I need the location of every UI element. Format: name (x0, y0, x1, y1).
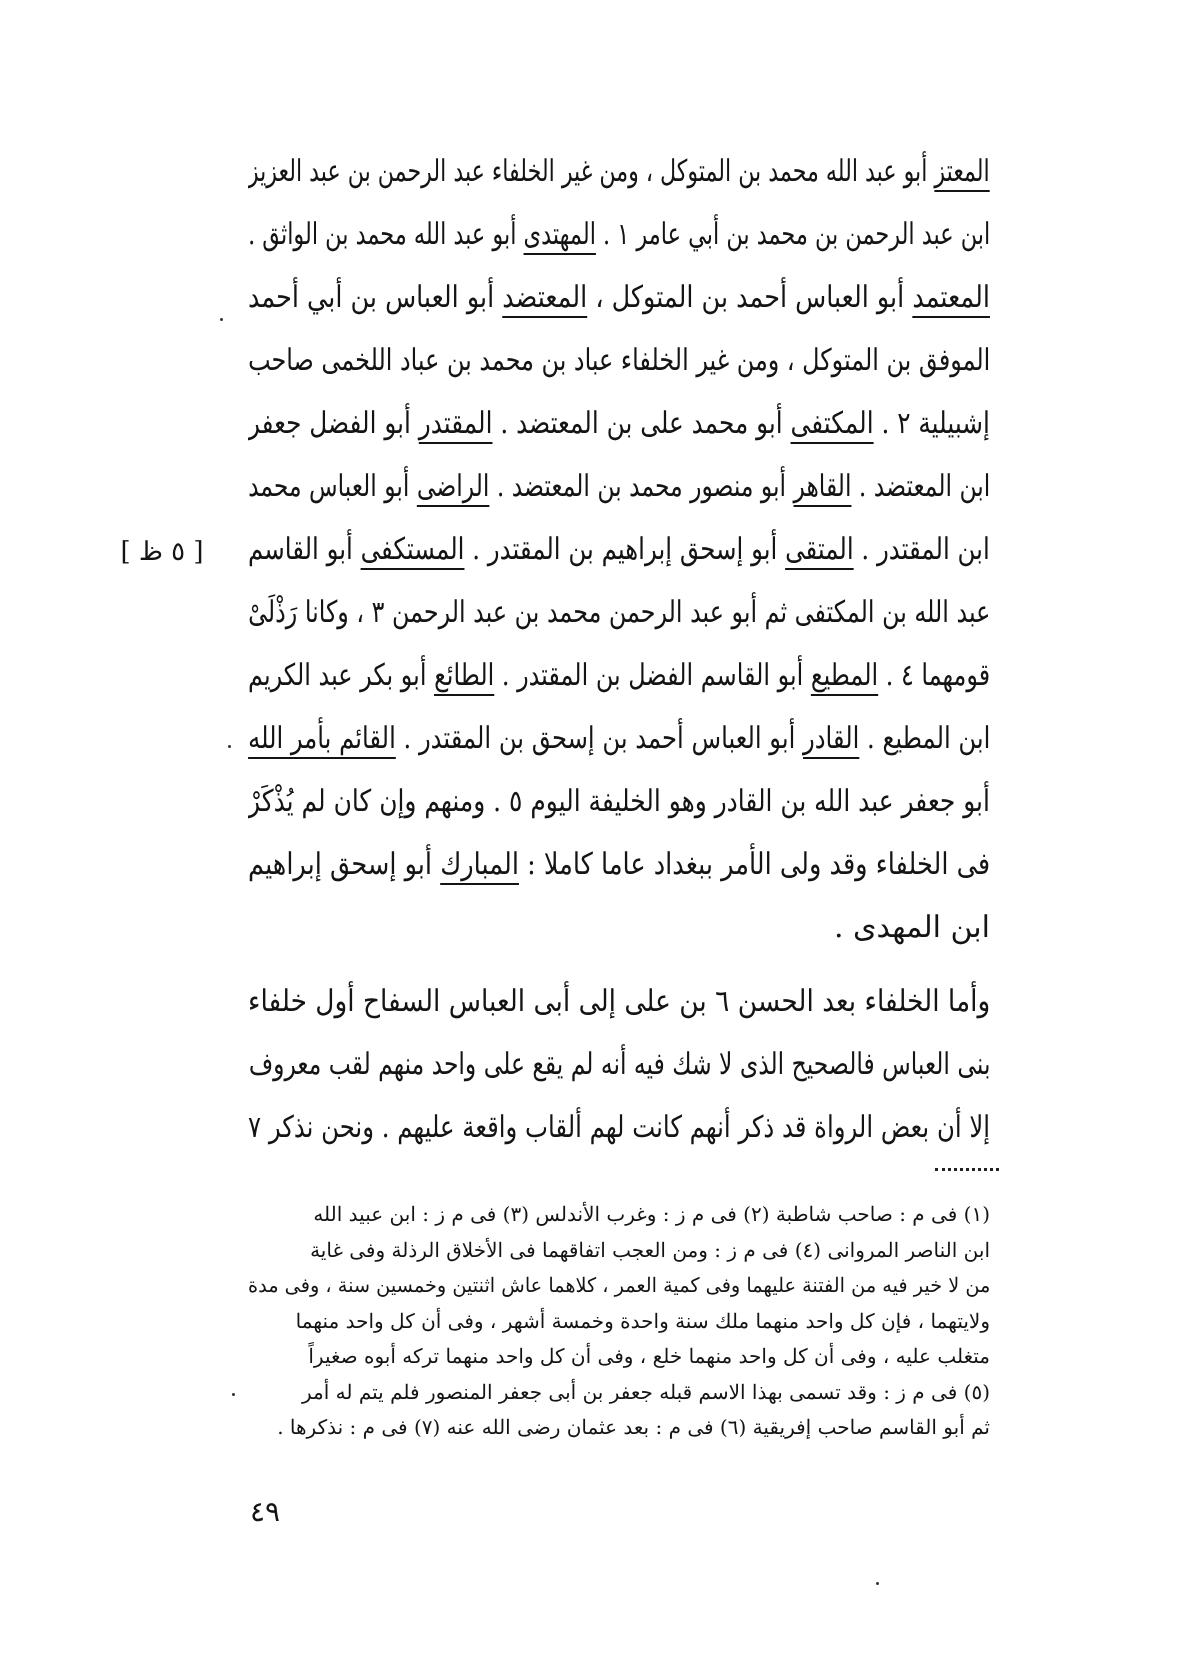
caliph-name: الطائع (433, 658, 495, 693)
text-run: أبو عبد الله محمد بن الواثق . (248, 217, 524, 252)
text-line (248, 455, 990, 518)
caliph-name: القاهر (793, 469, 852, 504)
text-run: إلا أن بعض الرواة قد ذكر أنهم كانت لهم ألقاب واقعة عليهم . ونحن نذكر ٧ (248, 1110, 990, 1145)
scan-speck (876, 1582, 879, 1585)
footnote-line: ثم أبو القاسم صاحب إفريقية (٦) فى م : بعد عثمان رضى الله عنه (٧) فى م : نذكرها . (277, 1415, 990, 1439)
text-run: أبو منصور محمد بن المعتضد . (489, 469, 794, 504)
page-number: ٤٩ (250, 1495, 281, 1528)
text-line (248, 518, 990, 581)
text-line (248, 203, 990, 266)
text-run: أبو بكر عبد الكريم (248, 658, 434, 693)
text-line (248, 140, 990, 203)
text-line (248, 707, 990, 770)
text-run: أبو العباس بن أبي أحمد (248, 280, 503, 315)
caliph-name: المتقى (785, 532, 854, 567)
text-run: الموفق بن المتوكل ، ومن غير الخلفاء عباد بن محمد بن عباد اللخمى صاحب (248, 343, 990, 378)
caliph-name: المكتفى (790, 406, 874, 441)
text-line (248, 644, 990, 707)
second-paragraph (248, 970, 990, 1159)
footnote-line: متغلب عليه ، وفى أن كل واحد منهما خلع ، وفى أن كل واحد منهما تركه أبوه صغيراً (308, 1344, 990, 1368)
text-run: أبو العباس أحمد بن المتوكل ، (587, 280, 913, 315)
text-run: عبد الله بن المكتفى ثم أبو عبد الرحمن محمد بن عبد الرحمن ٣ ، وكانا رَذْلَىْ (248, 595, 990, 630)
footnote-line: ابن الناصر المروانى (٤) فى م ز : ومن العجب اتفاقهما فى الأخلاق الرذلة وفى غاية (310, 1237, 990, 1262)
text-run: أبو القاسم الفضل بن المقتدر . (494, 658, 811, 693)
text-run: أبو إسحق إبراهيم بن المقتدر . (464, 532, 786, 567)
text-run: أبو الفضل جعفر (248, 406, 419, 441)
text-run: أبو محمد على بن المعتضد . (492, 406, 791, 441)
text-run: إشبيلية ٢ . (873, 406, 990, 441)
text-line (248, 392, 990, 455)
text-run: قومهما ٤ . (878, 658, 990, 693)
text-line (248, 581, 990, 644)
scan-speck (232, 1393, 235, 1396)
text-run: أبو العباس محمد (248, 469, 417, 504)
caliph-name: المعتز (934, 154, 990, 189)
scan-speck (220, 318, 223, 321)
text-line (248, 833, 990, 896)
caliph-name: المستكفى (360, 532, 465, 567)
text-run: ابن عبد الرحمن بن محمد بن أبي عامر ١ . (595, 217, 990, 252)
text-run: ابن المطيع . (858, 721, 990, 756)
text-line (248, 770, 990, 833)
text-run: بنى العباس فالصحيح الذى لا شك فيه أنه لم يقع على واحد منهم لقب معروف (248, 1047, 990, 1082)
text-run: وأما الخلفاء بعد الحسن ٦ بن على إلى أبى العباس السفاح أول خلفاء (248, 984, 990, 1019)
text-run: ابن المعتضد . (851, 469, 990, 504)
text-line (248, 266, 990, 329)
main-text-block (248, 140, 990, 959)
margin-folio-note: [ ٥ ظ ] (120, 537, 204, 567)
footnotes-block (248, 1197, 990, 1446)
caliph-name: المقتدر (418, 406, 493, 441)
caliph-name: المطيع (810, 658, 879, 693)
text-line (248, 329, 990, 392)
caliph-name: المهتدى (523, 217, 596, 252)
caliph-name: القادر (802, 721, 859, 756)
text-line (248, 970, 990, 1033)
text-run: ابن المقتدر . (853, 532, 990, 567)
text-line (248, 1096, 990, 1159)
text-run: أبو عبد الله محمد بن المتوكل ، ومن غير الخلفاء عبد الرحمن بن عبد العزيز (248, 154, 935, 189)
caliph-name: المعتضد (502, 280, 588, 315)
footnote-separator (935, 1168, 999, 1171)
footnote-line: (١) فى م : صاحب شاطبة (٢) فى م ز : وغرب الأندلس (٣) فى م ز : ابن عبيد الله (313, 1202, 990, 1226)
text-line (248, 896, 990, 959)
caliph-name: القائم بأمر الله (248, 721, 396, 756)
text-run: ابن المهدى . (833, 910, 990, 945)
caliph-name: المعتمد (912, 280, 990, 315)
text-run: أبو القاسم (248, 532, 361, 567)
footnote-line: (٥) فى م ز : وقد تسمى بهذا الاسم قبله جعفر بن أبى جعفر المنصور فلم يتم له أمر (302, 1379, 990, 1404)
caliph-name: المبارك (440, 847, 519, 882)
scan-speck (228, 745, 231, 748)
footnote-line: ولايتهما ، فإن كل واحد منهما ملك سنة واحدة وخمسة أشهر ، وفى أن كل واحد منهما (295, 1308, 990, 1333)
caliph-name: الراضى (416, 469, 490, 504)
text-run: فى الخلفاء وقد ولى الأمر ببغداد عاما كاملا : (518, 847, 990, 882)
footnote-line: من لا خير فيه من الفتنة عليهما وفى كمية العمر ، كلاهما عاش اثنتين وخمسين سنة ، وفى مدة (248, 1273, 990, 1297)
text-run: أبو جعفر عبد الله بن القادر وهو الخليفة اليوم ٥ . ومنهم وإن كان لم يُذْكَرْ (248, 784, 990, 819)
text-run: أبو العباس أحمد بن إسحق بن المقتدر . (395, 721, 803, 756)
text-line (248, 1033, 990, 1096)
text-run: أبو إسحق إبراهيم (248, 847, 441, 882)
